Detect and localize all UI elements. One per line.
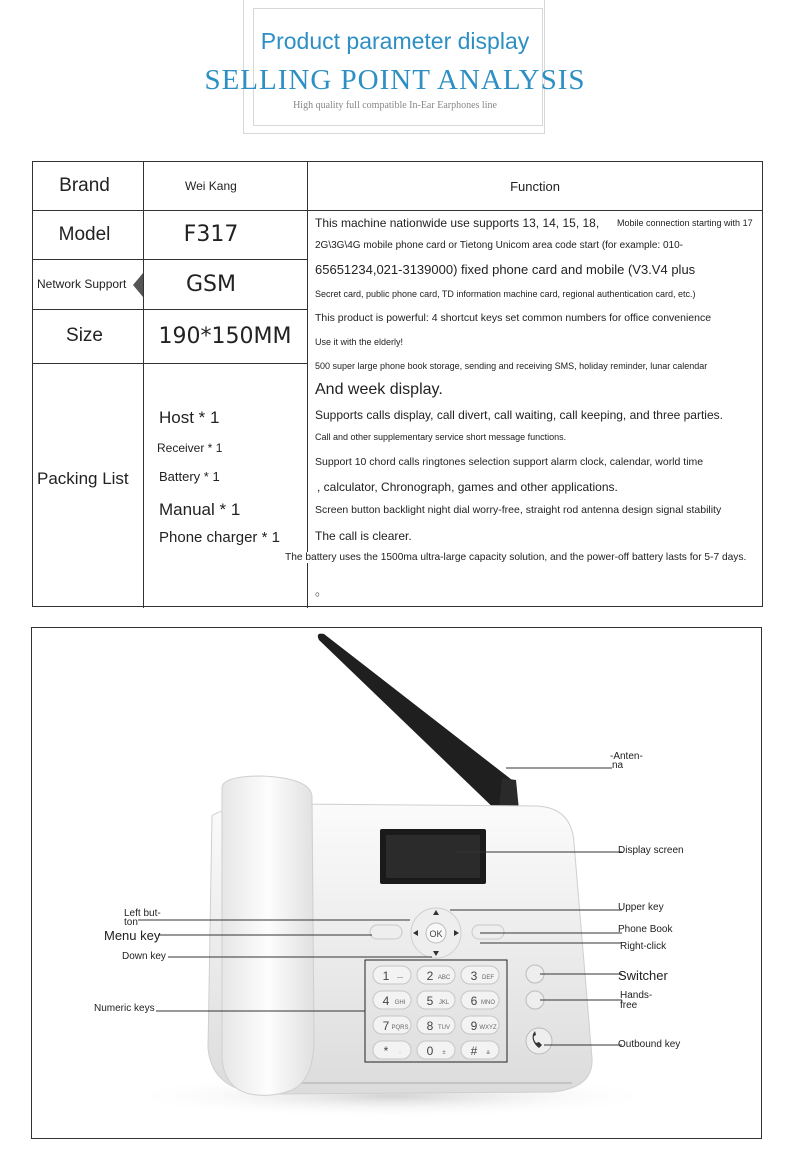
keypad-key-letters: WXYZ bbox=[479, 1025, 497, 1031]
callout-menu-key: Menu key bbox=[104, 928, 161, 943]
keypad-key bbox=[417, 1041, 455, 1059]
callout-hands-free: Hands- bbox=[620, 990, 653, 1001]
keypad-key-letters: ± bbox=[442, 1050, 446, 1056]
ok-label: OK bbox=[429, 929, 443, 939]
callout-phone-book: Phone Book bbox=[618, 924, 673, 935]
callout-right-click: Right-click bbox=[620, 941, 667, 952]
page-subtitle: SELLING POINT ANALYSIS bbox=[204, 64, 586, 96]
callout-numeric-keys: Numeric keys bbox=[94, 1003, 155, 1014]
packing-item: Phone charger * 1 bbox=[159, 529, 280, 546]
function-line: This product is powerful: 4 shortcut keys set common numbers for office convenience bbox=[315, 312, 712, 324]
keypad-key-label: 6 bbox=[470, 994, 478, 1008]
left-soft-key bbox=[370, 925, 402, 939]
callout-antenna: na bbox=[612, 760, 624, 771]
callout-left-button: Left but- bbox=[124, 908, 161, 919]
keypad-key-label: 7 bbox=[382, 1019, 390, 1033]
product-diagram bbox=[31, 627, 762, 1139]
function-line: 2G\3G\4G mobile phone card or Tietong Unicom area code start (for example: 010- bbox=[315, 240, 683, 251]
function-header: Function bbox=[510, 178, 560, 194]
packing-item: Host * 1 bbox=[159, 408, 220, 427]
packing-item: Battery * 1 bbox=[159, 469, 220, 484]
keypad-key-letters: PQRS bbox=[391, 1025, 409, 1031]
keypad-key bbox=[417, 991, 455, 1009]
function-line: Secret card, public phone card, TD information machine card, regional authentication card, etc.) bbox=[315, 289, 696, 299]
keypad-key-letters: ABC bbox=[437, 975, 451, 981]
model-label: Model bbox=[58, 223, 111, 245]
brand-value: Wei Kang bbox=[185, 179, 237, 193]
function-line: Support 10 chord calls ringtones selection support alarm clock, calendar, world time bbox=[315, 456, 704, 468]
keypad-key bbox=[373, 1041, 411, 1059]
keypad-key-letters: JKL bbox=[438, 1000, 450, 1006]
function-line: And week display. bbox=[315, 381, 443, 398]
callout-upper-key: Upper key bbox=[618, 902, 664, 913]
keypad-key-label: 1 bbox=[382, 969, 390, 983]
keypad-key-letters: · bbox=[399, 1050, 401, 1056]
size-label: Size bbox=[66, 325, 103, 346]
phone-illustration bbox=[32, 628, 762, 1139]
keypad-key-label: 2 bbox=[426, 969, 434, 983]
keypad-key-label: 9 bbox=[470, 1019, 478, 1033]
packing-item: Receiver * 1 bbox=[157, 441, 223, 455]
table-divider bbox=[307, 162, 308, 608]
function-line: The battery uses the 1500ma ultra-large capacity solution, and the power-off battery lasts for 5-7 days. bbox=[285, 552, 747, 563]
function-line: Call and other supplementary service short message functions. bbox=[315, 432, 567, 442]
callout-hands-free: free bbox=[620, 1000, 638, 1011]
function-line: , calculator, Chronograph, games and other applications. bbox=[317, 480, 618, 494]
callout-switcher: Switcher bbox=[618, 968, 668, 983]
callout-left-button: ton bbox=[124, 917, 138, 928]
keypad-key-label: 3 bbox=[470, 969, 478, 983]
keypad-key-label: 5 bbox=[426, 994, 434, 1008]
callout-outbound-key: Outbound key bbox=[618, 1039, 681, 1050]
spec-table bbox=[32, 161, 763, 607]
function-line: 65651234,021-3139000) fixed phone card and mobile (V3.V4 plus bbox=[315, 262, 696, 277]
table-divider bbox=[307, 210, 763, 211]
packing-item: Manual * 1 bbox=[159, 500, 241, 519]
keypad-key-label: # bbox=[470, 1044, 478, 1058]
right-soft-key bbox=[472, 925, 504, 939]
function-line: 500 super large phone book storage, sending and receiving SMS, holiday reminder, lunar calendar bbox=[315, 361, 708, 371]
function-line: Supports calls display, call divert, call waiting, call keeping, and three parties. bbox=[315, 408, 723, 422]
brand-label: Brand bbox=[59, 175, 110, 196]
function-line: This machine nationwide use supports 13, 14, 15, 18, bbox=[315, 216, 600, 230]
keypad-key-letters: a bbox=[486, 1050, 490, 1056]
keypad-key-label: 4 bbox=[382, 994, 390, 1008]
keypad-key-letters: GHI bbox=[394, 1000, 406, 1006]
model-value: F317 bbox=[183, 222, 239, 247]
keypad-key-label: 8 bbox=[426, 1019, 434, 1033]
keypad-key-label: * bbox=[383, 1044, 389, 1058]
function-line: 。 bbox=[315, 583, 329, 598]
page-title: Product parameter display bbox=[260, 28, 530, 54]
function-line: The call is clearer. bbox=[315, 529, 412, 543]
keypad-key-label: 0 bbox=[426, 1044, 434, 1058]
callout-display-screen: Display screen bbox=[618, 845, 684, 856]
packing-label: Packing List bbox=[37, 469, 129, 488]
function-line: Screen button backlight night dial worry-free, straight rod antenna design signal stability bbox=[315, 504, 722, 516]
callout-down-key: Down key bbox=[122, 951, 166, 962]
function-line: Mobile connection starting with 17 bbox=[617, 218, 753, 228]
keypad-key-letters: TUV bbox=[438, 1025, 450, 1031]
function-line: Use it with the elderly! bbox=[315, 337, 404, 347]
keypad-key-letters: — bbox=[397, 975, 403, 981]
outbound-button bbox=[526, 1028, 552, 1054]
keypad-key bbox=[373, 966, 411, 984]
antenna-icon bbox=[318, 634, 518, 818]
network-label: Network Support bbox=[37, 277, 127, 291]
handset bbox=[222, 776, 314, 1095]
keypad-key bbox=[461, 1041, 499, 1059]
keypad-key-letters: MNO bbox=[481, 1000, 495, 1006]
keypad-key-letters: DEF bbox=[482, 975, 494, 981]
size-value: 190*150MM bbox=[158, 323, 292, 349]
network-value: GSM bbox=[186, 271, 236, 297]
page-tagline: High quality full compatible In-Ear Earphones line bbox=[293, 100, 497, 111]
callout-antenna: -Anten- bbox=[610, 751, 643, 762]
